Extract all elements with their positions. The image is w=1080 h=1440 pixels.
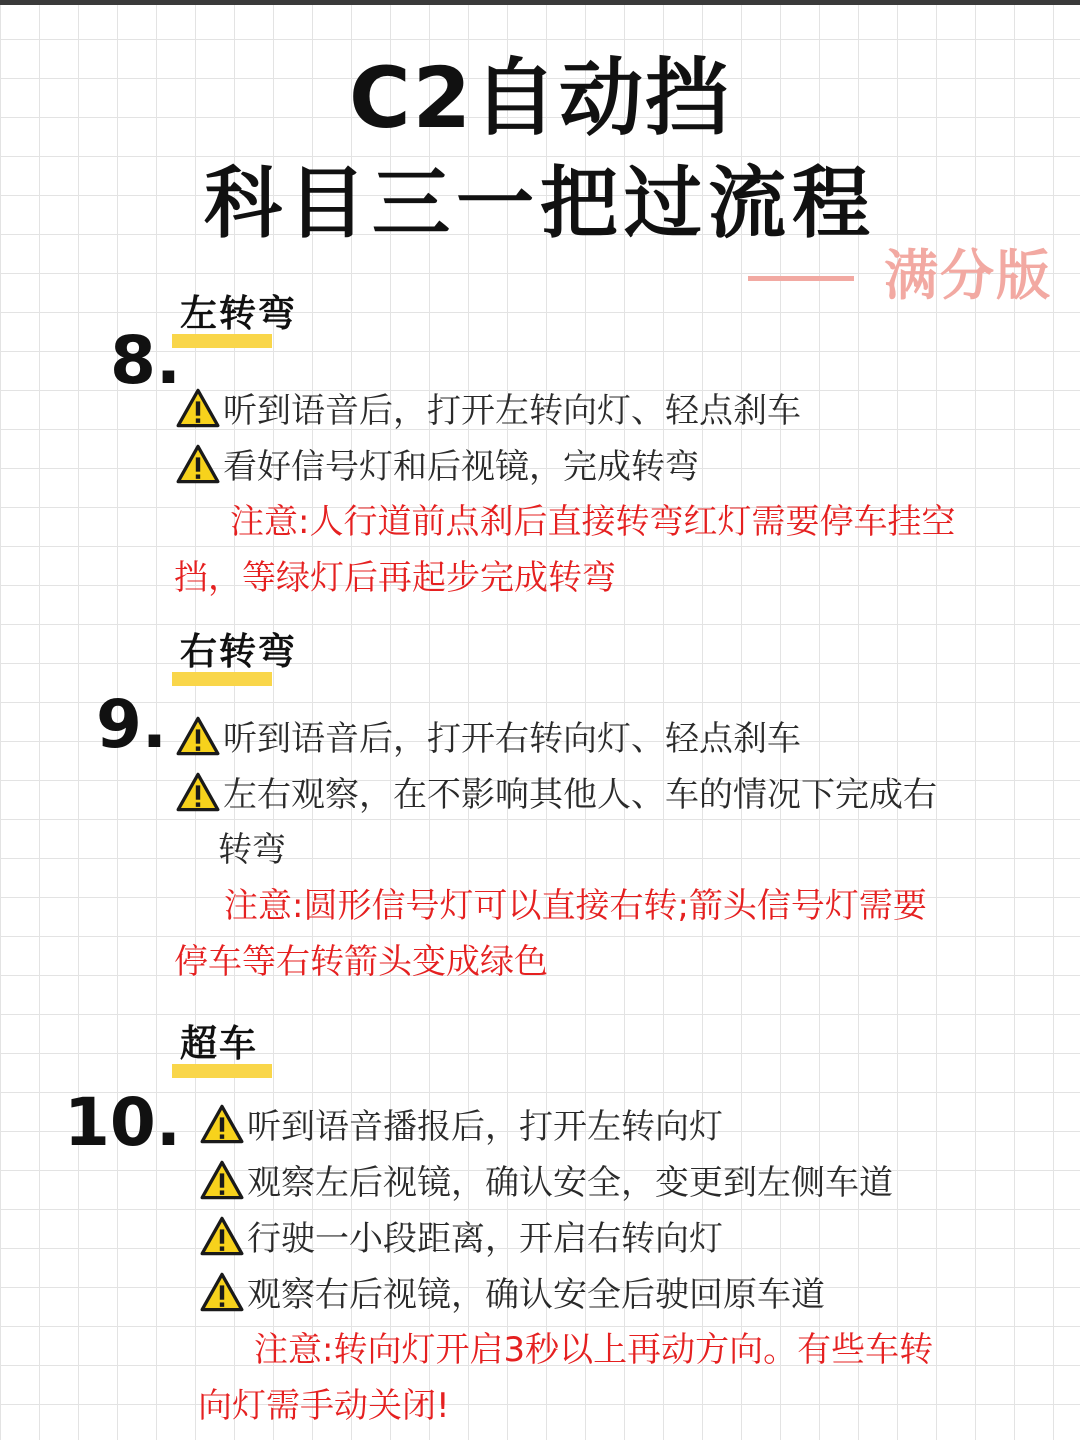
warning-triangle-icon [200, 1216, 244, 1256]
heading-highlight [172, 1064, 272, 1078]
warning-triangle-icon [176, 772, 220, 812]
note-text: 注意:人行道前点刹后直接转弯红灯需要停车挂空 [230, 502, 956, 542]
step-continuation: 转弯 [218, 830, 286, 870]
heading-highlight [172, 334, 272, 348]
step-text: 看好信号灯和后视镜，完成转弯 [223, 447, 699, 487]
warning-triangle-icon [200, 1272, 244, 1312]
warning-triangle-icon [176, 388, 220, 428]
section-heading: 左转弯 [180, 292, 297, 335]
edition-label: 满分版 [884, 244, 1052, 307]
note-text: 挡，等绿灯后再起步完成转弯 [174, 558, 616, 598]
note-text: 向灯需手动关闭! [198, 1386, 450, 1426]
step-text: 观察右后视镜，确认安全后驶回原车道 [247, 1275, 825, 1315]
step-text: 听到语音播报后，打开左转向灯 [247, 1107, 723, 1147]
note-text: 注意:转向灯开启3秒以上再动方向。有些车转 [254, 1330, 934, 1370]
step-line [200, 1160, 893, 1205]
step-line [176, 772, 937, 817]
top-border [0, 0, 1080, 5]
section-number: 8. [110, 322, 181, 399]
edition-dash [748, 276, 854, 281]
step-line [200, 1216, 723, 1261]
page-title-line1: C2自动挡 [348, 49, 732, 147]
warning-triangle-icon [176, 444, 220, 484]
warning-triangle-icon [200, 1104, 244, 1144]
warning-triangle-icon [176, 716, 220, 756]
warning-triangle-icon [200, 1160, 244, 1200]
section-heading: 超车 [180, 1022, 258, 1065]
step-line [176, 388, 801, 433]
note-text: 停车等右转箭头变成绿色 [174, 942, 548, 982]
step-text: 听到语音后，打开左转向灯、轻点刹车 [223, 391, 801, 431]
note-text: 注意:圆形信号灯可以直接右转;箭头信号灯需要 [224, 886, 927, 926]
heading-highlight [172, 672, 272, 686]
step-text: 观察左后视镜，确认安全，变更到左侧车道 [247, 1163, 893, 1203]
step-text: 听到语音后，打开右转向灯、轻点刹车 [223, 719, 801, 759]
step-line [200, 1104, 723, 1149]
section-heading: 右转弯 [180, 630, 297, 673]
step-text: 行驶一小段距离，开启右转向灯 [247, 1219, 723, 1259]
section-number: 10. [64, 1084, 181, 1161]
step-line [176, 444, 699, 489]
step-text: 左右观察，在不影响其他人、车的情况下完成右 [223, 775, 937, 815]
step-line [176, 716, 801, 761]
page-title-line2: 科目三一把过流程 [203, 159, 876, 249]
section-number: 9. [96, 686, 167, 763]
step-line [200, 1272, 825, 1317]
